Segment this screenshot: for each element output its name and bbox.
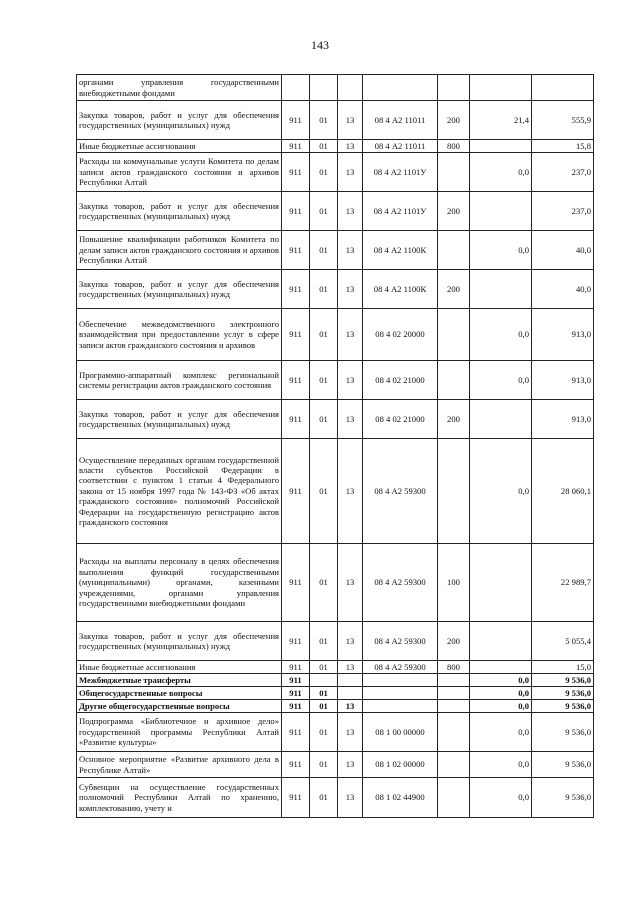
subsection-code: 13	[338, 713, 363, 752]
target-article-code: 08 1 02 44900	[363, 778, 438, 818]
target-article-code: 08 4 А2 59300	[363, 544, 438, 622]
target-article-code: 08 1 02 00000	[363, 752, 438, 778]
table-row	[77, 700, 594, 713]
amount-change: 0,0	[470, 674, 532, 687]
ministry-code: 911	[282, 309, 310, 361]
expense-type-code	[438, 674, 470, 687]
subsection-code: 13	[338, 700, 363, 713]
row-description: Подпрограмма «Библиотечное и архивное дело» государственной программы Республики Алтай «Развитие культуры»	[77, 713, 282, 752]
table-row	[77, 661, 594, 674]
ministry-code: 911	[282, 687, 310, 700]
target-article-code	[363, 674, 438, 687]
table-row	[77, 778, 594, 818]
subsection-code: 13	[338, 153, 363, 192]
amount-change	[470, 661, 532, 674]
subsection-code: 13	[338, 192, 363, 231]
target-article-code: 08 4 02 21000	[363, 400, 438, 439]
subsection-code: 13	[338, 400, 363, 439]
amount-total: 15,8	[532, 140, 594, 153]
row-description: Закупка товаров, работ и услуг для обеспечения государственных (муниципальных) нужд	[77, 101, 282, 140]
row-description: Расходы на коммунальные услуги Комитета по делам записи актов гражданского состояния и архивов Республики Алтай	[77, 153, 282, 192]
subsection-code: 13	[338, 231, 363, 270]
row-description: Субвенции на осуществление государственных полномочий Республики Алтай по хранению, комплектованию, учету и	[77, 778, 282, 818]
expense-type-code	[438, 700, 470, 713]
ministry-code: 911	[282, 622, 310, 661]
ministry-code: 911	[282, 439, 310, 544]
amount-change: 0,0	[470, 361, 532, 400]
amount-total: 28 060,1	[532, 439, 594, 544]
subsection-code: 13	[338, 778, 363, 818]
amount-change	[470, 270, 532, 309]
table-row	[77, 270, 594, 309]
table-row	[77, 622, 594, 661]
amount-total: 40,0	[532, 270, 594, 309]
target-article-code: 08 4 А2 1101У	[363, 192, 438, 231]
expense-type-code	[438, 752, 470, 778]
subsection-code: 13	[338, 101, 363, 140]
subsection-code: 13	[338, 270, 363, 309]
amount-total: 913,0	[532, 361, 594, 400]
amount-total: 5 055,4	[532, 622, 594, 661]
expense-type-code	[438, 361, 470, 400]
target-article-code: 08 4 А2 59300	[363, 622, 438, 661]
amount-total	[532, 75, 594, 101]
section-code: 01	[310, 270, 338, 309]
row-description: Закупка товаров, работ и услуг для обеспечения государственных (муниципальных) нужд	[77, 622, 282, 661]
amount-total: 237,0	[532, 153, 594, 192]
ministry-code: 911	[282, 361, 310, 400]
ministry-code: 911	[282, 101, 310, 140]
ministry-code: 911	[282, 544, 310, 622]
subsection-code: 13	[338, 361, 363, 400]
target-article-code: 08 4 А2 1100К	[363, 231, 438, 270]
target-article-code: 08 4 А2 1100К	[363, 270, 438, 309]
expense-type-code: 200	[438, 192, 470, 231]
amount-total: 555,9	[532, 101, 594, 140]
subsection-code: 13	[338, 752, 363, 778]
ministry-code: 911	[282, 140, 310, 153]
table-row	[77, 75, 594, 101]
table-row	[77, 309, 594, 361]
section-code: 01	[310, 661, 338, 674]
table-row	[77, 439, 594, 544]
budget-table	[76, 74, 594, 818]
amount-change: 0,0	[470, 687, 532, 700]
expense-type-code	[438, 439, 470, 544]
amount-change	[470, 192, 532, 231]
expense-type-code: 800	[438, 661, 470, 674]
row-description: органами управления государственными внебюджетными фондами	[77, 75, 282, 101]
expense-type-code: 200	[438, 270, 470, 309]
subsection-code: 13	[338, 140, 363, 153]
amount-change: 0,0	[470, 778, 532, 818]
subsection-code: 13	[338, 622, 363, 661]
section-code: 01	[310, 622, 338, 661]
amount-change: 21,4	[470, 101, 532, 140]
section-code: 01	[310, 544, 338, 622]
section-code: 01	[310, 687, 338, 700]
amount-total: 237,0	[532, 192, 594, 231]
section-code: 01	[310, 439, 338, 544]
expense-type-code: 200	[438, 400, 470, 439]
ministry-code: 911	[282, 153, 310, 192]
table-row	[77, 713, 594, 752]
target-article-code	[363, 687, 438, 700]
row-description: Повышение квалификации работников Комитета по делам записи актов гражданского состояния и архивов Республики Алтай	[77, 231, 282, 270]
subsection-code	[338, 687, 363, 700]
subsection-code: 13	[338, 439, 363, 544]
expense-type-code: 800	[438, 140, 470, 153]
amount-change	[470, 75, 532, 101]
expense-type-code	[438, 231, 470, 270]
page-number: 143	[311, 38, 329, 52]
ministry-code: 911	[282, 192, 310, 231]
target-article-code: 08 4 02 21000	[363, 361, 438, 400]
expense-type-code: 200	[438, 101, 470, 140]
amount-total: 913,0	[532, 309, 594, 361]
table-row	[77, 544, 594, 622]
section-code: 01	[310, 153, 338, 192]
section-code: 01	[310, 700, 338, 713]
amount-change: 0,0	[470, 231, 532, 270]
row-description: Закупка товаров, работ и услуг для обеспечения государственных (муниципальных) нужд	[77, 400, 282, 439]
row-description: Расходы на выплаты персоналу в целях обеспечения выполнения функций государственными (муниципальными) органами, казенными учреждениями, органами управления государственными внебюджетными фондами	[77, 544, 282, 622]
amount-change: 0,0	[470, 752, 532, 778]
row-description: Основное мероприятие «Развитие архивного дела в Республике Алтай»	[77, 752, 282, 778]
section-code: 01	[310, 752, 338, 778]
expense-type-code: 100	[438, 544, 470, 622]
row-description: Закупка товаров, работ и услуг для обеспечения государственных (муниципальных) нужд	[77, 270, 282, 309]
amount-change	[470, 400, 532, 439]
subsection-code: 13	[338, 661, 363, 674]
row-description: Программно-аппаратный комплекс региональной системы регистрации актов гражданского состояния	[77, 361, 282, 400]
subsection-code	[338, 75, 363, 101]
target-article-code: 08 4 А2 59300	[363, 439, 438, 544]
target-article-code	[363, 700, 438, 713]
row-description: Другие общегосударственные вопросы	[77, 700, 282, 713]
row-description: Межбюджетные трансферты	[77, 674, 282, 687]
row-description: Закупка товаров, работ и услуг для обеспечения государственных (муниципальных) нужд	[77, 192, 282, 231]
expense-type-code	[438, 309, 470, 361]
table-row	[77, 192, 594, 231]
amount-total: 9 536,0	[532, 752, 594, 778]
target-article-code	[363, 75, 438, 101]
table-row	[77, 400, 594, 439]
section-code: 01	[310, 400, 338, 439]
amount-change: 0,0	[470, 439, 532, 544]
section-code: 01	[310, 192, 338, 231]
row-description: Иные бюджетные ассигнования	[77, 661, 282, 674]
expense-type-code	[438, 687, 470, 700]
ministry-code: 911	[282, 700, 310, 713]
row-description: Иные бюджетные ассигнования	[77, 140, 282, 153]
section-code: 01	[310, 101, 338, 140]
ministry-code	[282, 75, 310, 101]
table-row	[77, 752, 594, 778]
section-code	[310, 75, 338, 101]
amount-change: 0,0	[470, 713, 532, 752]
row-description: Общегосударственные вопросы	[77, 687, 282, 700]
row-description: Осуществление переданных органам государственной власти субъектов Российской Федерации в соответствии с пунктом 1 статьи 4 Федерального закона от 15 ноября 1997 года № 143-ФЗ «Об актах гражданского состояния» полномочий Российской Федерации на государственную регистрацию актов гражданского состояния	[77, 439, 282, 544]
table-row	[77, 361, 594, 400]
amount-total: 15,0	[532, 661, 594, 674]
amount-change	[470, 622, 532, 661]
row-description: Обеспечение межведомственного электронного взаимодействия при предоставлении услуг в сфере записи актов гражданского состояния и архивов	[77, 309, 282, 361]
ministry-code: 911	[282, 778, 310, 818]
table-row	[77, 101, 594, 140]
expense-type-code: 200	[438, 622, 470, 661]
ministry-code: 911	[282, 400, 310, 439]
amount-total: 913,0	[532, 400, 594, 439]
table-row	[77, 153, 594, 192]
amount-change: 0,0	[470, 700, 532, 713]
amount-total: 9 536,0	[532, 687, 594, 700]
subsection-code: 13	[338, 544, 363, 622]
target-article-code: 08 4 А2 11011	[363, 140, 438, 153]
target-article-code: 08 4 02 20000	[363, 309, 438, 361]
amount-total: 40,0	[532, 231, 594, 270]
subsection-code: 13	[338, 309, 363, 361]
subsection-code	[338, 674, 363, 687]
amount-change: 0,0	[470, 153, 532, 192]
section-code	[310, 674, 338, 687]
amount-total: 9 536,0	[532, 713, 594, 752]
table-row	[77, 140, 594, 153]
amount-total: 9 536,0	[532, 778, 594, 818]
table-row	[77, 231, 594, 270]
section-code: 01	[310, 713, 338, 752]
expense-type-code	[438, 153, 470, 192]
section-code: 01	[310, 361, 338, 400]
section-code: 01	[310, 140, 338, 153]
ministry-code: 911	[282, 674, 310, 687]
section-code: 01	[310, 231, 338, 270]
ministry-code: 911	[282, 713, 310, 752]
expense-type-code	[438, 75, 470, 101]
amount-change	[470, 140, 532, 153]
amount-total: 9 536,0	[532, 700, 594, 713]
section-code: 01	[310, 309, 338, 361]
table-row	[77, 687, 594, 700]
amount-total: 9 536,0	[532, 674, 594, 687]
expense-type-code	[438, 778, 470, 818]
ministry-code: 911	[282, 270, 310, 309]
target-article-code: 08 4 А2 59300	[363, 661, 438, 674]
ministry-code: 911	[282, 661, 310, 674]
ministry-code: 911	[282, 752, 310, 778]
target-article-code: 08 4 А2 1101У	[363, 153, 438, 192]
amount-change: 0,0	[470, 309, 532, 361]
section-code: 01	[310, 778, 338, 818]
ministry-code: 911	[282, 231, 310, 270]
target-article-code: 08 1 00 00000	[363, 713, 438, 752]
expense-type-code	[438, 713, 470, 752]
amount-total: 22 989,7	[532, 544, 594, 622]
table-row	[77, 674, 594, 687]
target-article-code: 08 4 А2 11011	[363, 101, 438, 140]
amount-change	[470, 544, 532, 622]
